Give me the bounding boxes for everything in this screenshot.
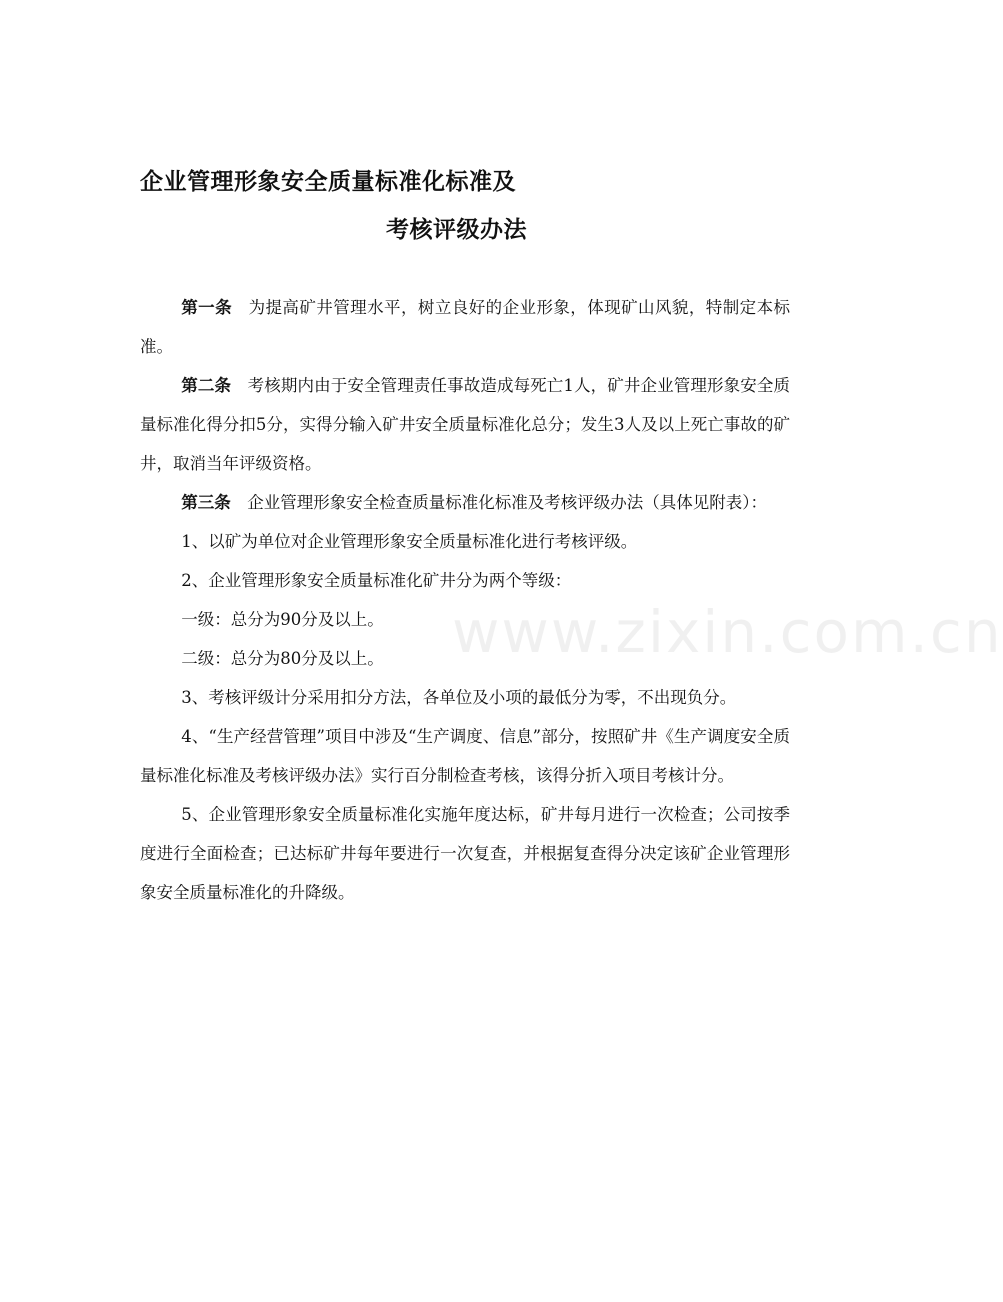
article-3 <box>140 483 790 522</box>
article-3-label: 第三条 <box>181 493 231 512</box>
article-2-text: 考核期内由于安全管理责任事故造成每死亡1人，矿井企业管理形象安全质量标准化得分扣5分，实得分输入矿井安全质量标准化总分；发生3人及以上死亡事故的矿井，取消当年评级资格。 <box>140 376 791 473</box>
article-3-text: 企业管理形象安全检查质量标准化标准及考核评级办法（具体见附表）： <box>247 493 767 512</box>
item-5: 5、企业管理形象安全质量标准化实施年度达标，矿井每月进行一次检查；公司按季度进行全面检查；已达标矿井每年要进行一次复查，并根据复查得分决定该矿企业管理形象安全质量标准化的升降级。 <box>140 805 790 902</box>
watermark: www.zixin.com.cn <box>452 598 1003 666</box>
article-1-label: 第一条 <box>181 298 233 317</box>
article-2 <box>140 366 790 483</box>
article-2-label: 第二条 <box>181 376 232 395</box>
item-1: 1、以矿为单位对企业管理形象安全质量标准化进行考核评级。 <box>181 532 638 551</box>
article-1 <box>140 288 790 366</box>
document-body <box>140 288 790 912</box>
document-title-line-1: 企业管理形象安全质量标准化标准及 <box>140 169 516 195</box>
item-3: 3、考核评级计分采用扣分方法，各单位及小项的最低分为零，不出现负分。 <box>181 688 737 707</box>
document-title-line-2: 考核评级办法 <box>386 217 527 243</box>
grade-level-2: 二级：总分为80分及以上。 <box>181 649 384 668</box>
article-1-text: 为提高矿井管理水平，树立良好的企业形象，体现矿山风貌，特制定本标准。 <box>140 298 791 356</box>
item-2: 2、企业管理形象安全质量标准化矿井分为两个等级： <box>181 571 572 590</box>
grade-level-1: 一级：总分为90分及以上。 <box>181 610 384 629</box>
item-4: 4、“生产经营管理”项目中涉及“生产调度、信息”部分，按照矿井《生产调度安全质量标准化标准及考核评级办法》实行百分制检查考核，该得分折入项目考核计分。 <box>140 727 790 785</box>
